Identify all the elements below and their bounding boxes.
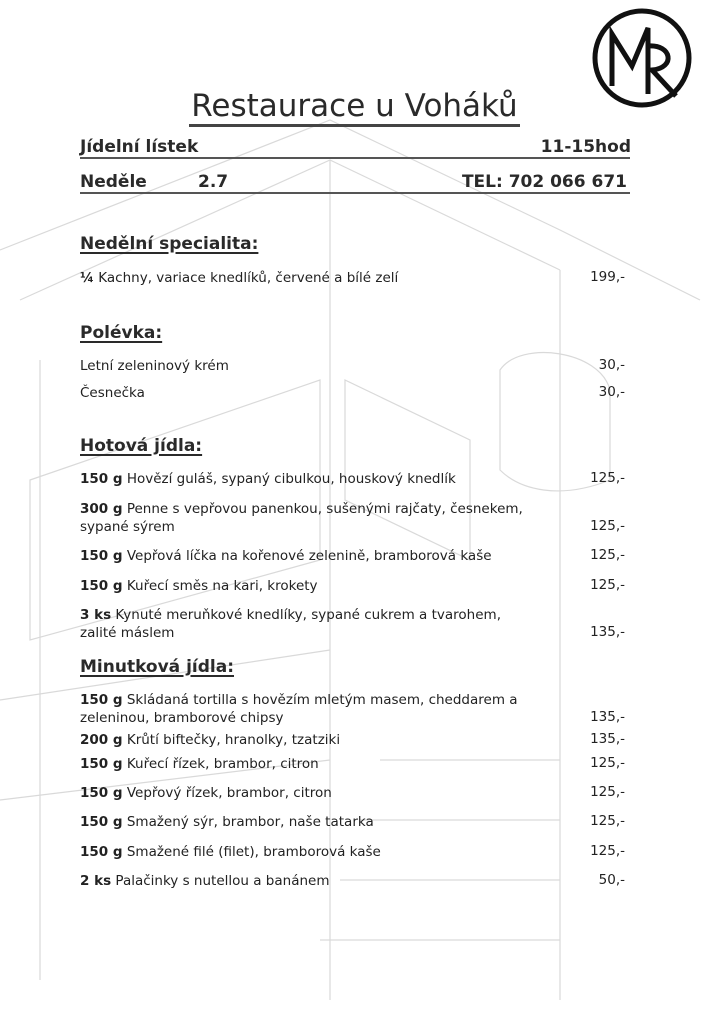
menu-item	[80, 500, 523, 536]
item-quantity: 150 g	[80, 548, 123, 564]
item-quantity: 150 g	[80, 756, 123, 772]
item-description: Česnečka	[80, 385, 145, 401]
section-heading: Minutková jídla:	[80, 657, 234, 677]
item-quantity: 2 ks	[80, 873, 112, 889]
item-quantity: 150 g	[80, 814, 123, 830]
item-price: 125,-	[590, 470, 625, 486]
item-price: 135,-	[590, 624, 625, 640]
item-description: Palačinky s nutellou a banánem	[115, 873, 330, 889]
item-description: Kuřecí řízek, brambor, citron	[126, 756, 319, 772]
item-quantity: 150 g	[80, 471, 123, 487]
item-quantity: 150 g	[80, 844, 123, 860]
menu-item	[80, 691, 518, 727]
item-description: Krůtí biftečky, hranolky, tzatziki	[126, 732, 341, 748]
menu-item	[80, 384, 145, 402]
menu-subtitle: Jídelní lístek	[80, 137, 199, 157]
section-heading: Polévka:	[80, 323, 163, 343]
item-description: sypané sýrem	[80, 519, 175, 535]
item-quantity: 200 g	[80, 732, 123, 748]
item-description: Kuřecí směs na kari, krokety	[126, 578, 318, 594]
divider	[80, 157, 630, 159]
menu-day: Neděle	[80, 172, 147, 192]
item-description: Vepřová líčka na kořenové zelenině, bramborová kaše	[126, 548, 492, 564]
menu-item	[80, 470, 456, 488]
item-description: Hovězí guláš, sypaný cibulkou, houskový knedlík	[126, 471, 456, 487]
item-price: 30,-	[598, 357, 625, 373]
item-quantity: ¼	[80, 270, 94, 286]
item-price: 199,-	[590, 269, 625, 285]
item-price: 125,-	[590, 813, 625, 829]
menu-item	[80, 872, 329, 890]
section-heading: Hotová jídla:	[80, 436, 203, 456]
item-description: zeleninou, bramborové chipsy	[80, 710, 284, 726]
item-description: Vepřový řízek, brambor, citron	[126, 785, 332, 801]
item-price: 125,-	[590, 843, 625, 859]
divider	[80, 192, 630, 194]
menu-item	[80, 606, 501, 642]
menu-item	[80, 269, 398, 287]
item-price: 125,-	[590, 577, 625, 593]
item-description: Letní zeleninový krém	[80, 358, 229, 374]
item-price: 125,-	[590, 518, 625, 534]
item-description: Smažené filé (filet), bramborová kaše	[126, 844, 381, 860]
item-price: 125,-	[590, 547, 625, 563]
item-quantity: 3 ks	[80, 607, 112, 623]
menu-item	[80, 843, 381, 861]
item-quantity: 150 g	[80, 785, 123, 801]
restaurant-title: Restaurace u Voháků	[0, 88, 709, 124]
item-quantity: 150 g	[80, 692, 123, 708]
menu-item	[80, 813, 374, 831]
item-description: Skládaná tortilla s hovězím mletým masem, cheddarem a	[126, 692, 518, 708]
section-heading: Nedělní specialita:	[80, 234, 259, 254]
menu-item	[80, 731, 340, 749]
phone-number: TEL: 702 066 671	[461, 172, 627, 192]
menu-item	[80, 784, 332, 802]
item-price: 50,-	[598, 872, 625, 888]
item-price: 30,-	[598, 384, 625, 400]
menu-item	[80, 755, 319, 773]
item-description: Penne s vepřovou panenkou, sušenými rajčaty, česnekem,	[126, 501, 523, 517]
item-price: 125,-	[590, 755, 625, 771]
menu-item	[80, 577, 318, 595]
item-description: Kynuté meruňkové knedlíky, sypané cukrem a tvarohem,	[115, 607, 501, 623]
menu-item	[80, 547, 492, 565]
menu-date: 2.7	[198, 172, 229, 192]
menu-item	[80, 357, 229, 375]
item-quantity: 300 g	[80, 501, 123, 517]
item-description: Kachny, variace knedlíků, červené a bílé zelí	[98, 270, 399, 286]
item-price: 125,-	[590, 784, 625, 800]
item-price: 135,-	[590, 709, 625, 725]
item-description: Smažený sýr, brambor, naše tatarka	[126, 814, 374, 830]
opening-hours: 11-15hod	[540, 137, 631, 157]
item-description: zalité máslem	[80, 625, 175, 641]
item-price: 135,-	[590, 731, 625, 747]
item-quantity: 150 g	[80, 578, 123, 594]
